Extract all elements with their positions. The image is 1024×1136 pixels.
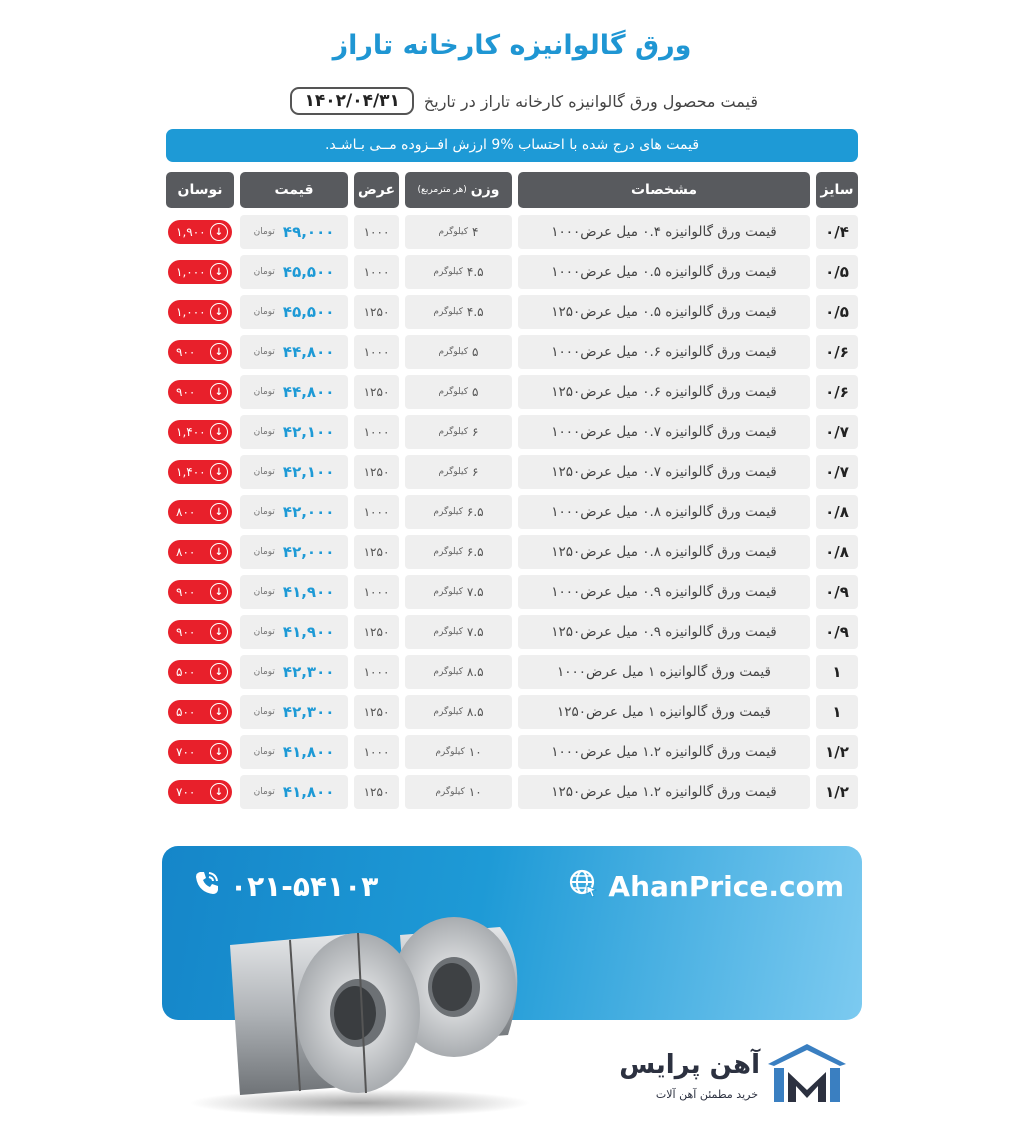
cell-weight xyxy=(405,215,512,249)
price-unit: تومان xyxy=(253,587,275,597)
cell-price xyxy=(240,695,348,729)
price-unit: تومان xyxy=(253,787,275,797)
change-badge xyxy=(168,620,232,644)
cell-price xyxy=(240,415,348,449)
cell-width: ۱۰۰۰ xyxy=(354,655,399,689)
cell-price xyxy=(240,455,348,489)
arrow-down-icon: ↓ xyxy=(210,383,228,401)
cell-price xyxy=(240,495,348,529)
cell-weight xyxy=(405,695,512,729)
cell-weight xyxy=(405,255,512,289)
cell-weight xyxy=(405,775,512,809)
weight-value: ۱۰ xyxy=(468,785,482,799)
cell-size: ۰/۸ xyxy=(816,535,858,569)
cell-weight xyxy=(405,735,512,769)
table-row xyxy=(0,255,1024,289)
cell-spec: قیمت ورق گالوانیزه ۰.۶ میل عرض۱۰۰۰ xyxy=(518,335,810,369)
change-badge xyxy=(168,420,232,444)
change-value: ۱,۹۰۰ xyxy=(176,225,206,239)
price-unit: تومان xyxy=(253,267,275,277)
cell-spec: قیمت ورق گالوانیزه ۰.۸ میل عرض۱۰۰۰ xyxy=(518,495,810,529)
price-value: ۴۲,۳۰۰ xyxy=(282,663,335,681)
price-unit: تومان xyxy=(253,627,275,637)
table-row xyxy=(0,535,1024,569)
steel-coils-image xyxy=(190,905,560,1120)
cell-change xyxy=(166,215,234,249)
change-value: ۱,۰۰۰ xyxy=(176,305,206,319)
cell-spec: قیمت ورق گالوانیزه ۱ میل عرض۱۰۰۰ xyxy=(518,655,810,689)
cell-price xyxy=(240,295,348,329)
price-value: ۴۴,۸۰۰ xyxy=(282,343,335,361)
globe-icon xyxy=(568,868,598,905)
change-value: ۹۰۰ xyxy=(176,625,196,639)
cell-size: ۰/۹ xyxy=(816,575,858,609)
cell-weight xyxy=(405,335,512,369)
weight-value: ۵ xyxy=(472,345,479,359)
cell-width: ۱۰۰۰ xyxy=(354,255,399,289)
weight-unit: کیلوگرم xyxy=(438,347,468,357)
arrow-down-icon: ↓ xyxy=(210,463,228,481)
change-badge xyxy=(168,380,232,404)
cell-change xyxy=(166,335,234,369)
cell-change xyxy=(166,615,234,649)
cell-weight xyxy=(405,615,512,649)
change-badge xyxy=(168,300,232,324)
weight-unit: کیلوگرم xyxy=(435,787,465,797)
cell-width: ۱۰۰۰ xyxy=(354,335,399,369)
cell-size: ۰/۶ xyxy=(816,375,858,409)
cell-width: ۱۲۵۰ xyxy=(354,695,399,729)
change-badge xyxy=(168,340,232,364)
price-unit: تومان xyxy=(253,707,275,717)
cell-size: ۱ xyxy=(816,655,858,689)
table-row xyxy=(0,735,1024,769)
change-value: ۵۰۰ xyxy=(176,665,196,679)
arrow-down-icon: ↓ xyxy=(210,623,228,641)
arrow-down-icon: ↓ xyxy=(210,223,228,241)
change-value: ۱,۰۰۰ xyxy=(176,265,206,279)
vat-note: قیمت های درج شده با احتساب %9 ارزش افــزوده مــی بـاشـد. xyxy=(166,129,858,162)
table-row xyxy=(0,335,1024,369)
cell-weight xyxy=(405,375,512,409)
weight-value: ۷.۵ xyxy=(466,585,484,599)
cell-size: ۰/۷ xyxy=(816,455,858,489)
arrow-down-icon: ↓ xyxy=(210,543,228,561)
arrow-down-icon: ↓ xyxy=(210,703,228,721)
cell-size: ۰/۵ xyxy=(816,295,858,329)
change-badge xyxy=(168,260,232,284)
table-row xyxy=(0,495,1024,529)
change-value: ۹۰۰ xyxy=(176,585,196,599)
header-weight-unit: (هر مترمربع) xyxy=(417,185,467,195)
price-unit: تومان xyxy=(253,547,275,557)
change-badge xyxy=(168,740,232,764)
brand-tagline: خرید مطمئن آهن آلات xyxy=(655,1088,758,1101)
cell-spec: قیمت ورق گالوانیزه ۰.۷ میل عرض۱۲۵۰ xyxy=(518,455,810,489)
cell-weight xyxy=(405,575,512,609)
cell-width: ۱۲۵۰ xyxy=(354,375,399,409)
arrow-down-icon: ↓ xyxy=(210,343,228,361)
weight-unit: کیلوگرم xyxy=(433,547,463,557)
price-value: ۴۵,۵۰۰ xyxy=(282,263,335,281)
cell-weight xyxy=(405,495,512,529)
weight-unit: کیلوگرم xyxy=(433,307,463,317)
brand-block xyxy=(619,1042,850,1112)
price-value: ۴۲,۱۰۰ xyxy=(282,463,335,481)
cell-size: ۱/۲ xyxy=(816,775,858,809)
phone-number: ۰۲۱-۵۴۱۰۳ xyxy=(230,870,379,903)
header-spec: مشخصات xyxy=(518,172,810,208)
cell-size: ۱ xyxy=(816,695,858,729)
price-value: ۴۹,۰۰۰ xyxy=(282,223,335,241)
cell-width: ۱۲۵۰ xyxy=(354,535,399,569)
change-value: ۸۰۰ xyxy=(176,505,196,519)
price-unit: تومان xyxy=(253,307,275,317)
cell-price xyxy=(240,375,348,409)
cell-change xyxy=(166,535,234,569)
arrow-down-icon: ↓ xyxy=(210,423,228,441)
weight-value: ۸.۵ xyxy=(466,705,484,719)
cell-width: ۱۰۰۰ xyxy=(354,575,399,609)
brand-logo-icon xyxy=(764,1042,850,1106)
cell-weight xyxy=(405,535,512,569)
header-change: نوسان xyxy=(166,172,234,208)
cell-change xyxy=(166,775,234,809)
arrow-down-icon: ↓ xyxy=(210,743,228,761)
cell-spec: قیمت ورق گالوانیزه ۰.۷ میل عرض۱۰۰۰ xyxy=(518,415,810,449)
header-weight-label: وزن xyxy=(470,182,500,198)
cell-width: ۱۲۵۰ xyxy=(354,615,399,649)
table-row xyxy=(0,655,1024,689)
cell-change xyxy=(166,695,234,729)
price-value: ۴۱,۹۰۰ xyxy=(282,583,335,601)
price-unit: تومان xyxy=(253,387,275,397)
date-badge: ۱۴۰۲/۰۴/۳۱ xyxy=(290,87,413,115)
change-value: ۱,۴۰۰ xyxy=(176,465,206,479)
cell-change xyxy=(166,655,234,689)
cell-weight xyxy=(405,295,512,329)
cell-price xyxy=(240,215,348,249)
header-weight xyxy=(405,172,512,208)
cell-size: ۰/۵ xyxy=(816,255,858,289)
change-badge xyxy=(168,700,232,724)
price-value: ۴۵,۵۰۰ xyxy=(282,303,335,321)
website-link[interactable] xyxy=(568,868,844,905)
cell-price xyxy=(240,615,348,649)
weight-unit: کیلوگرم xyxy=(433,707,463,717)
change-badge xyxy=(168,780,232,804)
cell-spec: قیمت ورق گالوانیزه ۰.۵ میل عرض۱۲۵۰ xyxy=(518,295,810,329)
weight-unit: کیلوگرم xyxy=(438,427,468,437)
cell-size: ۱/۲ xyxy=(816,735,858,769)
cell-spec: قیمت ورق گالوانیزه ۰.۹ میل عرض۱۲۵۰ xyxy=(518,615,810,649)
weight-unit: کیلوگرم xyxy=(433,587,463,597)
header-size: سایز xyxy=(816,172,858,208)
arrow-down-icon: ↓ xyxy=(210,583,228,601)
table-row xyxy=(0,415,1024,449)
weight-value: ۶.۵ xyxy=(466,545,484,559)
cell-width: ۱۲۵۰ xyxy=(354,455,399,489)
price-value: ۴۱,۹۰۰ xyxy=(282,623,335,641)
cell-price xyxy=(240,735,348,769)
price-value: ۴۲,۰۰۰ xyxy=(282,543,335,561)
weight-unit: کیلوگرم xyxy=(438,227,468,237)
cell-spec: قیمت ورق گالوانیزه ۰.۵ میل عرض۱۰۰۰ xyxy=(518,255,810,289)
price-unit: تومان xyxy=(253,507,275,517)
arrow-down-icon: ↓ xyxy=(210,303,228,321)
cell-size: ۰/۹ xyxy=(816,615,858,649)
cell-spec: قیمت ورق گالوانیزه ۰.۴ میل عرض۱۰۰۰ xyxy=(518,215,810,249)
price-unit: تومان xyxy=(253,227,275,237)
cell-width: ۱۰۰۰ xyxy=(354,415,399,449)
change-value: ۷۰۰ xyxy=(176,745,196,759)
website-text: AhanPrice.com xyxy=(608,870,844,903)
cell-price xyxy=(240,255,348,289)
cell-spec: قیمت ورق گالوانیزه ۱.۲ میل عرض۱۲۵۰ xyxy=(518,775,810,809)
arrow-down-icon: ↓ xyxy=(210,503,228,521)
change-value: ۷۰۰ xyxy=(176,785,196,799)
weight-value: ۵ xyxy=(472,385,479,399)
change-value: ۹۰۰ xyxy=(176,385,196,399)
weight-value: ۴ xyxy=(472,225,479,239)
weight-unit: کیلوگرم xyxy=(438,467,468,477)
cell-price xyxy=(240,655,348,689)
table-row xyxy=(0,215,1024,249)
cell-spec: قیمت ورق گالوانیزه ۰.۶ میل عرض۱۲۵۰ xyxy=(518,375,810,409)
weight-value: ۱۰ xyxy=(468,745,482,759)
weight-value: ۸.۵ xyxy=(466,665,484,679)
weight-unit: کیلوگرم xyxy=(433,267,463,277)
phone-contact[interactable] xyxy=(192,868,378,905)
price-value: ۴۲,۰۰۰ xyxy=(282,503,335,521)
weight-unit: کیلوگرم xyxy=(435,747,465,757)
cell-width: ۱۲۵۰ xyxy=(354,775,399,809)
subtitle xyxy=(268,85,758,117)
table-row xyxy=(0,775,1024,809)
page-title: ورق گالوانیزه کارخانه تاراز xyxy=(332,30,692,61)
change-value: ۱,۴۰۰ xyxy=(176,425,206,439)
change-value: ۹۰۰ xyxy=(176,345,196,359)
cell-weight xyxy=(405,655,512,689)
cell-spec: قیمت ورق گالوانیزه ۰.۸ میل عرض۱۲۵۰ xyxy=(518,535,810,569)
header-price: قیمت xyxy=(240,172,348,208)
cell-spec: قیمت ورق گالوانیزه ۰.۹ میل عرض۱۰۰۰ xyxy=(518,575,810,609)
price-unit: تومان xyxy=(253,347,275,357)
weight-unit: کیلوگرم xyxy=(438,387,468,397)
arrow-down-icon: ↓ xyxy=(210,663,228,681)
table-row xyxy=(0,615,1024,649)
cell-change xyxy=(166,295,234,329)
price-unit: تومان xyxy=(253,747,275,757)
cell-change xyxy=(166,255,234,289)
cell-width: ۱۰۰۰ xyxy=(354,215,399,249)
cell-spec: قیمت ورق گالوانیزه ۱ میل عرض۱۲۵۰ xyxy=(518,695,810,729)
change-badge xyxy=(168,660,232,684)
cell-width: ۱۰۰۰ xyxy=(354,735,399,769)
table-row xyxy=(0,695,1024,729)
weight-value: ۴.۵ xyxy=(466,305,484,319)
change-badge xyxy=(168,220,232,244)
table-row xyxy=(0,375,1024,409)
cell-change xyxy=(166,735,234,769)
table-row xyxy=(0,295,1024,329)
weight-value: ۶ xyxy=(472,465,479,479)
subtitle-text: قیمت محصول ورق گالوانیزه کارخانه تاراز در تاریخ xyxy=(423,91,758,111)
cell-weight xyxy=(405,415,512,449)
cell-size: ۰/۸ xyxy=(816,495,858,529)
change-value: ۵۰۰ xyxy=(176,705,196,719)
price-unit: تومان xyxy=(253,667,275,677)
price-value: ۴۴,۸۰۰ xyxy=(282,383,335,401)
weight-value: ۶ xyxy=(472,425,479,439)
table-row xyxy=(0,575,1024,609)
price-value: ۴۲,۱۰۰ xyxy=(282,423,335,441)
table-row xyxy=(0,455,1024,489)
change-badge xyxy=(168,460,232,484)
cell-price xyxy=(240,335,348,369)
cell-change xyxy=(166,375,234,409)
cell-change xyxy=(166,495,234,529)
header-width: عرض xyxy=(354,172,399,208)
price-unit: تومان xyxy=(253,467,275,477)
cell-width: ۱۲۵۰ xyxy=(354,295,399,329)
change-badge xyxy=(168,500,232,524)
change-badge xyxy=(168,580,232,604)
cell-size: ۰/۴ xyxy=(816,215,858,249)
cell-size: ۰/۶ xyxy=(816,335,858,369)
weight-unit: کیلوگرم xyxy=(433,627,463,637)
cell-change xyxy=(166,415,234,449)
phone-icon xyxy=(192,868,222,905)
weight-value: ۶.۵ xyxy=(466,505,484,519)
weight-unit: کیلوگرم xyxy=(433,667,463,677)
arrow-down-icon: ↓ xyxy=(210,263,228,281)
cell-price xyxy=(240,575,348,609)
cell-spec: قیمت ورق گالوانیزه ۱.۲ میل عرض۱۰۰۰ xyxy=(518,735,810,769)
cell-price xyxy=(240,535,348,569)
change-value: ۸۰۰ xyxy=(176,545,196,559)
cell-size: ۰/۷ xyxy=(816,415,858,449)
brand-name: آهن پرایس xyxy=(619,1050,760,1080)
arrow-down-icon: ↓ xyxy=(210,783,228,801)
cell-weight xyxy=(405,455,512,489)
price-value: ۴۲,۳۰۰ xyxy=(282,703,335,721)
cell-price xyxy=(240,775,348,809)
price-value: ۴۱,۸۰۰ xyxy=(282,783,335,801)
weight-value: ۷.۵ xyxy=(466,625,484,639)
weight-value: ۴.۵ xyxy=(466,265,484,279)
price-value: ۴۱,۸۰۰ xyxy=(282,743,335,761)
change-badge xyxy=(168,540,232,564)
weight-unit: کیلوگرم xyxy=(433,507,463,517)
cell-change xyxy=(166,575,234,609)
cell-change xyxy=(166,455,234,489)
price-unit: تومان xyxy=(253,427,275,437)
cell-width: ۱۰۰۰ xyxy=(354,495,399,529)
